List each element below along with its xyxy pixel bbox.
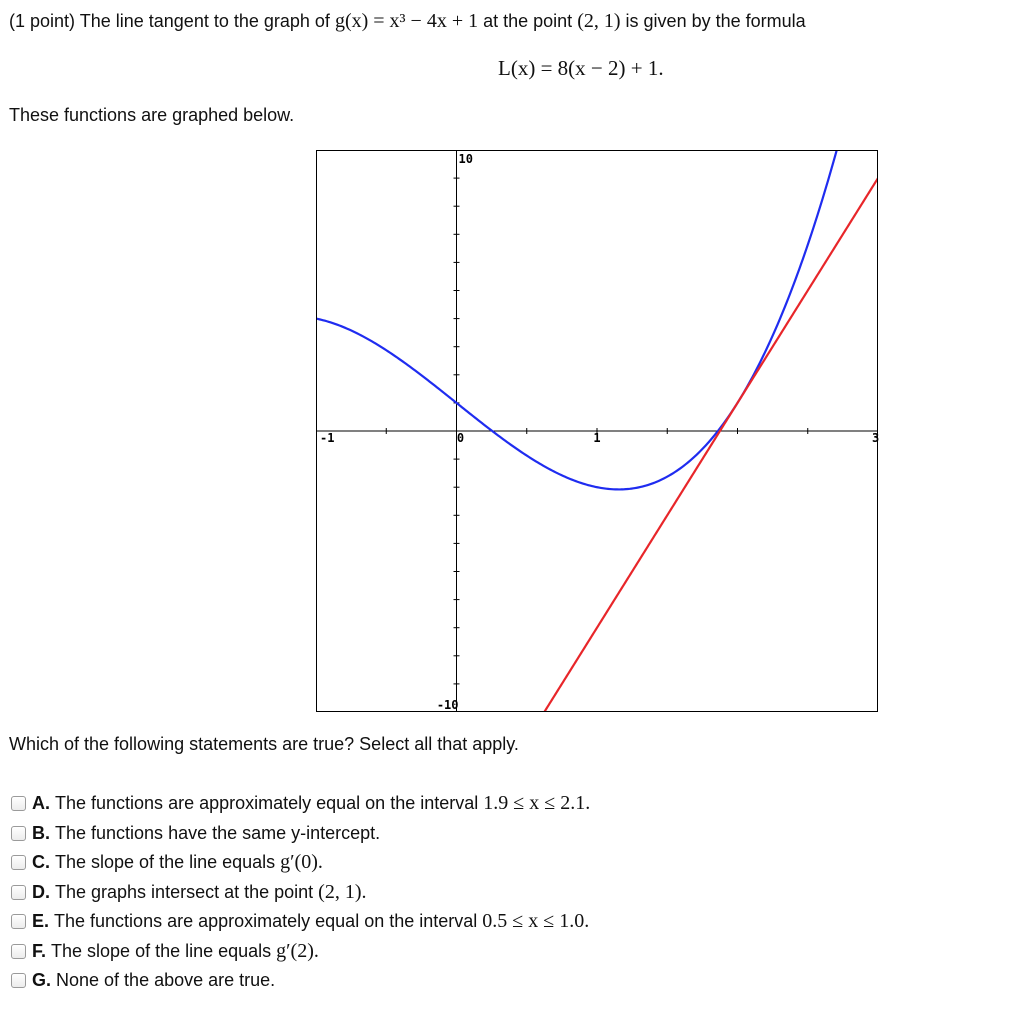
at-text: at the point <box>483 11 573 31</box>
x-tick-label-0: 0 <box>456 431 465 445</box>
option-d[interactable] <box>11 878 590 908</box>
option-letter: B. <box>32 822 50 843</box>
option-math: g′(2). <box>276 939 319 962</box>
answer-options <box>11 789 590 996</box>
option-letter: C. <box>32 852 50 873</box>
option-checkbox[interactable] <box>11 973 26 988</box>
graphed-note: These functions are graphed below. <box>9 105 295 125</box>
option-checkbox[interactable] <box>11 885 26 900</box>
option-checkbox[interactable] <box>11 826 26 841</box>
option-f[interactable] <box>11 937 590 967</box>
option-checkbox[interactable] <box>11 944 26 959</box>
formula-text: is given by the formula <box>625 11 806 31</box>
y-tick-label-neg10: -10 <box>436 698 459 712</box>
option-text: The functions are approximately equal on the interval <box>55 793 479 814</box>
x-tick-label-1: 1 <box>593 431 601 445</box>
tangent-line-formula: L(x) = 8(x − 2) + 1. <box>498 56 664 80</box>
intro-text: The line tangent to the graph of <box>79 11 330 31</box>
option-text: None of the above are true. <box>56 970 276 991</box>
option-a[interactable] <box>11 789 590 819</box>
function-graph <box>316 150 878 712</box>
question-prompt: Which of the following statements are true? Select all that apply. <box>9 734 519 754</box>
graph-canvas <box>316 150 878 712</box>
option-text: The functions are approximately equal on the interval <box>54 911 478 932</box>
problem-statement <box>9 9 806 33</box>
points-label: (1 point) <box>9 11 76 31</box>
option-math: 0.5 ≤ x ≤ 1.0. <box>482 910 590 933</box>
x-tick-label-neg1: -1 <box>320 431 335 445</box>
option-math: 1.9 ≤ x ≤ 2.1. <box>483 792 591 815</box>
option-text: The graphs intersect at the point <box>55 881 314 902</box>
option-checkbox[interactable] <box>11 796 26 811</box>
y-tick-label-10: 10 <box>458 152 473 166</box>
option-g[interactable] <box>11 966 590 996</box>
tangent-point: (2, 1) <box>577 10 621 32</box>
option-text: The slope of the line equals <box>55 852 276 873</box>
option-text: The slope of the line equals <box>51 940 272 961</box>
option-checkbox[interactable] <box>11 855 26 870</box>
option-b[interactable] <box>11 819 590 849</box>
option-text: The functions have the same y-intercept. <box>55 822 381 843</box>
option-e[interactable] <box>11 907 590 937</box>
x-tick-label-3: 3 <box>872 431 880 445</box>
option-letter: F. <box>32 940 47 961</box>
option-letter: A. <box>32 793 50 814</box>
option-math: (2, 1). <box>318 880 367 903</box>
option-c[interactable] <box>11 848 590 878</box>
function-g-formula: g(x) = x³ − 4x + 1 <box>334 10 479 32</box>
option-checkbox[interactable] <box>11 914 26 929</box>
option-letter: D. <box>32 881 50 902</box>
option-letter: E. <box>32 911 50 932</box>
option-math: g′(0). <box>280 851 323 874</box>
option-letter: G. <box>32 970 52 991</box>
